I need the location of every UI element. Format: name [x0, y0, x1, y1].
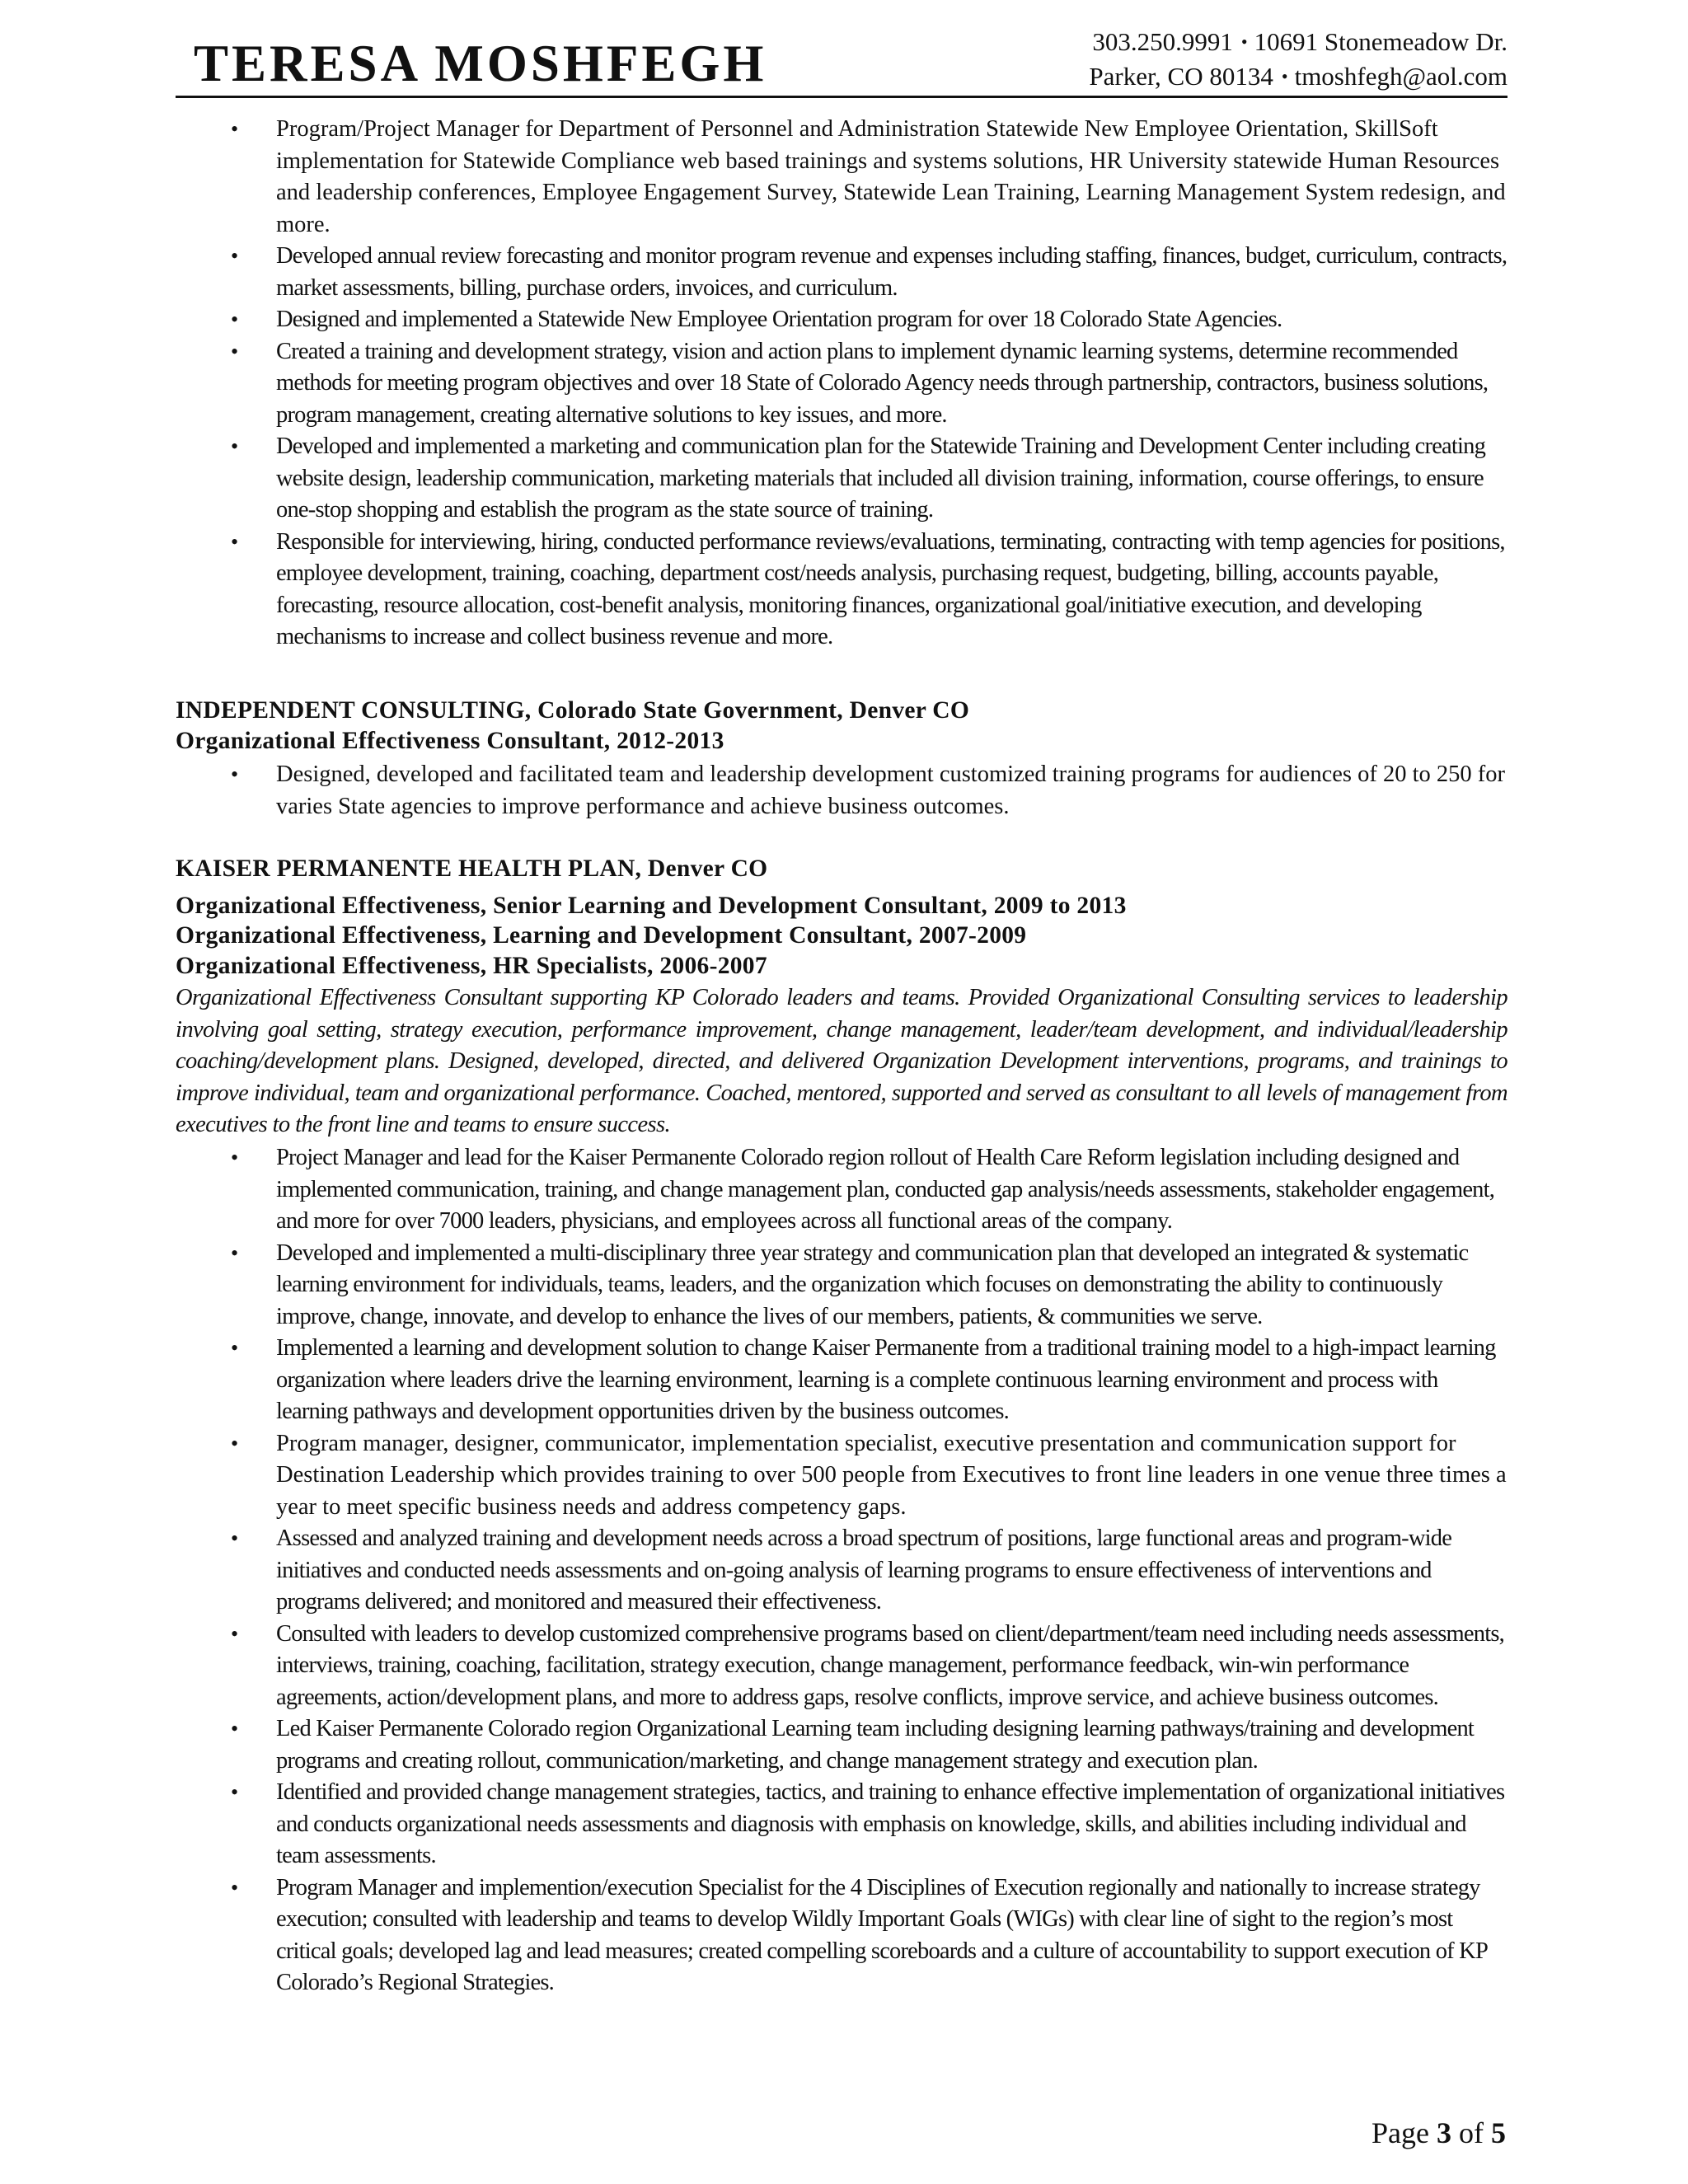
bullet-text: Developed and implemented a multi-disciplinary three year strategy and communication plan that developed an integrated & systematic learning environment for individuals, teams, leaders, and the organization which focuses on demonstrating the ability to continuously improve, change, innovate, and develop to enhance the lives of our members, patients, & communities we serve.: [276, 1240, 1469, 1329]
bullet-icon: •: [231, 1621, 238, 1646]
contact-line-1: [1089, 25, 1507, 59]
bullet-list: [0, 1142, 1688, 1999]
kaiser-summary: Organizational Effectiveness Consultant supporting KP Colorado leaders and teams. Provided Organizational Consulting services to leadership involving goal setting, strategy execution, performance improvement, change management, leader/team development, and individual/leadership coaching/development plans. Designed, developed, directed, and delivered Organization Development interventions, programs, and trainings to improve individual, team and organizational performance. Coached, mentored, supported and served as consultant to all levels of management from executives to the front line and teams to ensure success.: [176, 985, 1507, 1137]
contact-block: [1089, 25, 1507, 94]
list-item: [0, 527, 1688, 654]
list-item: [0, 1619, 1688, 1714]
list-item: [0, 1523, 1688, 1619]
bullet-text: Developed and implemented a marketing and communication plan for the Statewide Training and Development Center including creating website design, leadership communication, marketing materials that included all division training, information, course offerings, to ensure one-stop shopping and establish the program as the state source of training.: [276, 434, 1486, 523]
bullet-list: [0, 114, 1688, 654]
list-item: [0, 759, 1688, 823]
kaiser-title-heading: Organizational Effectiveness, HR Specialists, 2006-2007: [176, 953, 767, 979]
bullet-text: Assessed and analyzed training and development needs across a broad spectrum of positions, large functional areas and program-wide initiatives and conducted needs assessments and on-going analysis of learning programs to ensure effectiveness of interventions and programs delivered; and monitored and measured their effectiveness.: [276, 1526, 1452, 1615]
consulting-title-heading: Organizational Effectiveness Consultant, 2012-2013: [176, 728, 724, 754]
bullet-icon: •: [231, 1875, 238, 1900]
list-item: [0, 336, 1688, 432]
bullet-text: Created a training and development strategy, vision and action plans to implement dynamic learning systems, determine recommended methods for meeting program objectives and over 18 State of Colorado Agency needs through partnership, contractors, business solutions, program management, creating alternative solutions to key issues, and more.: [276, 338, 1489, 428]
bullet-icon: •: [231, 339, 238, 363]
list-item: [0, 431, 1688, 527]
bullet-icon: •: [231, 1717, 238, 1741]
total-pages: 5: [1491, 2116, 1506, 2149]
kaiser-org-heading: KAISER PERMANENTE HEALTH PLAN, Denver CO: [176, 855, 768, 882]
bullet-icon: •: [231, 1526, 238, 1550]
list-item: [0, 241, 1688, 304]
street-address: 10691 Stonemeadow Dr.: [1254, 27, 1507, 56]
bullet-icon: •: [231, 762, 239, 786]
separator-dot-icon: •: [1240, 31, 1248, 52]
bullet-list: [0, 759, 1688, 823]
bullet-icon: •: [231, 529, 238, 554]
bullet-icon: •: [231, 117, 239, 141]
bullet-icon: •: [231, 1780, 238, 1804]
bullet-text: Implemented a learning and development solution to change Kaiser Permanente from a traditional training model to a high-impact learning organization where leaders drive the learning environment, learning is a complete continuous learning environment and process with learning pathways and development opportunities driven by the business outcomes.: [276, 1335, 1496, 1424]
header-divider: [176, 96, 1507, 98]
previous-role-bullets: [0, 114, 1688, 654]
resume-header: [176, 16, 1507, 99]
list-item: [0, 304, 1688, 336]
bullet-text: Designed, developed and facilitated team and leadership development customized training programs for audiences of 20 to 250 for varies State agencies to improve performance and achieve business outcomes.: [276, 762, 1506, 819]
bullet-text: Designed and implemented a Statewide New Employee Orientation program for over 18 Colorado State Agencies.: [276, 307, 1282, 332]
bullet-text: Program manager, designer, communicator, implementation specialist, executive presentation and communication support for Destination Leadership which provides training to over 500 people from Executives to front line leaders in one venue three times a year to meet specific business needs and address competency gaps.: [276, 1430, 1507, 1520]
candidate-name: TERESA MOSHFEGH: [194, 35, 767, 92]
list-item: [0, 1777, 1688, 1872]
kaiser-title-heading: Organizational Effectiveness, Senior Learning and Development Consultant, 2009 to 2013: [176, 893, 1127, 919]
bullet-text: Project Manager and lead for the Kaiser Permanente Colorado region rollout of Health Care Reform legislation including designed and implemented communication, training, and change management plan, conducted gap analysis/needs assessments, stakeholder engagement, and more for over 7000 leaders, physicians, and employees across all functional areas of the company.: [276, 1145, 1495, 1234]
bullet-text: Responsible for interviewing, hiring, conducted performance reviews/evaluations, terminating, contracting with temp agencies for positions, employee development, training, coaching, department cost/needs analysis, purchasing request, budgeting, billing, accounts payable, forecasting, resource allocation, cost-benefit analysis, monitoring finances, organizational goal/initiative execution, and developing mechanisms to increase and collect business revenue and more.: [276, 528, 1505, 649]
list-item: [0, 1238, 1688, 1333]
phone-number: 303.250.9991: [1092, 27, 1233, 56]
list-item: [0, 1713, 1688, 1777]
bullet-icon: •: [231, 307, 238, 331]
bullet-text: Identified and provided change management strategies, tactics, and training to enhance effective implementation of organizational initiatives and conducts organizational needs assessments and diagnosis with emphasis on knowledge, skills, and abilities including individual and team assessments.: [276, 1779, 1505, 1868]
of-word: of: [1459, 2116, 1484, 2149]
bullet-icon: •: [231, 1146, 238, 1169]
bullet-icon: •: [231, 244, 238, 268]
bullet-text: Led Kaiser Permanente Colorado region Organizational Learning team including designing learning pathways/training and development programs and creating rollout, communication/marketing, and change management strategy and execution plan.: [276, 1716, 1475, 1774]
list-item: [0, 1142, 1688, 1238]
contact-line-2: [1089, 59, 1507, 94]
list-item: [0, 114, 1688, 241]
consulting-bullets: [0, 759, 1688, 823]
city-state-zip: Parker, CO 80134: [1089, 62, 1273, 91]
kaiser-title-heading: Organizational Effectiveness, Learning and Development Consultant, 2007-2009: [176, 922, 1027, 949]
bullet-text: Program/Project Manager for Department of Personnel and Administration Statewide New Employee Orientation, SkillSoft implementation for Statewide Compliance web based trainings and systems solutions, HR University statewide Human Resources and leadership conferences, Employee Engagement Survey, Statewide Lean Training, Learning Management System redesign, and more.: [276, 116, 1506, 237]
bullet-text: Consulted with leaders to develop customized comprehensive programs based on client/department/team need including needs assessments, interviews, training, coaching, facilitation, strategy execution, change management, performance feedback, win-win performance agreements, action/development plans, and more to address gaps, resolve conflicts, improve service, and achieve business outcomes.: [276, 1620, 1504, 1710]
page-word: Page: [1372, 2116, 1429, 2149]
list-item: [0, 1872, 1688, 1999]
email-address[interactable]: tmoshfegh@aol.com: [1294, 62, 1507, 91]
page-number: [1372, 2116, 1506, 2150]
bullet-icon: •: [231, 1336, 238, 1360]
bullet-icon: •: [231, 1431, 239, 1455]
list-item: [0, 1428, 1688, 1524]
consulting-org-heading: INDEPENDENT CONSULTING, Colorado State Government, Denver CO: [176, 697, 970, 724]
bullet-icon: •: [231, 434, 238, 458]
bullet-text: Program Manager and implemention/execution Specialist for the 4 Disciplines of Execution regionally and nationally to increase strategy execution; consulted with leadership and teams to develop Wildly Important Goals (WIGs) with clear line of sight to the region’s most critical goals; developed lag and lead measures; created compelling scoreboards and a culture of accountability to support execution of KP Colorado’s Regional Strategies.: [276, 1874, 1487, 1995]
separator-dot-icon: •: [1281, 66, 1288, 87]
list-item: [0, 1333, 1688, 1428]
kaiser-bullets: [0, 1142, 1688, 1999]
bullet-text: Developed annual review forecasting and monitor program revenue and expenses including staffing, finances, budget, curriculum, contracts, market assessments, billing, purchase orders, invoices, and curriculum.: [276, 243, 1507, 301]
bullet-icon: •: [231, 1240, 238, 1265]
current-page: 3: [1437, 2116, 1451, 2149]
